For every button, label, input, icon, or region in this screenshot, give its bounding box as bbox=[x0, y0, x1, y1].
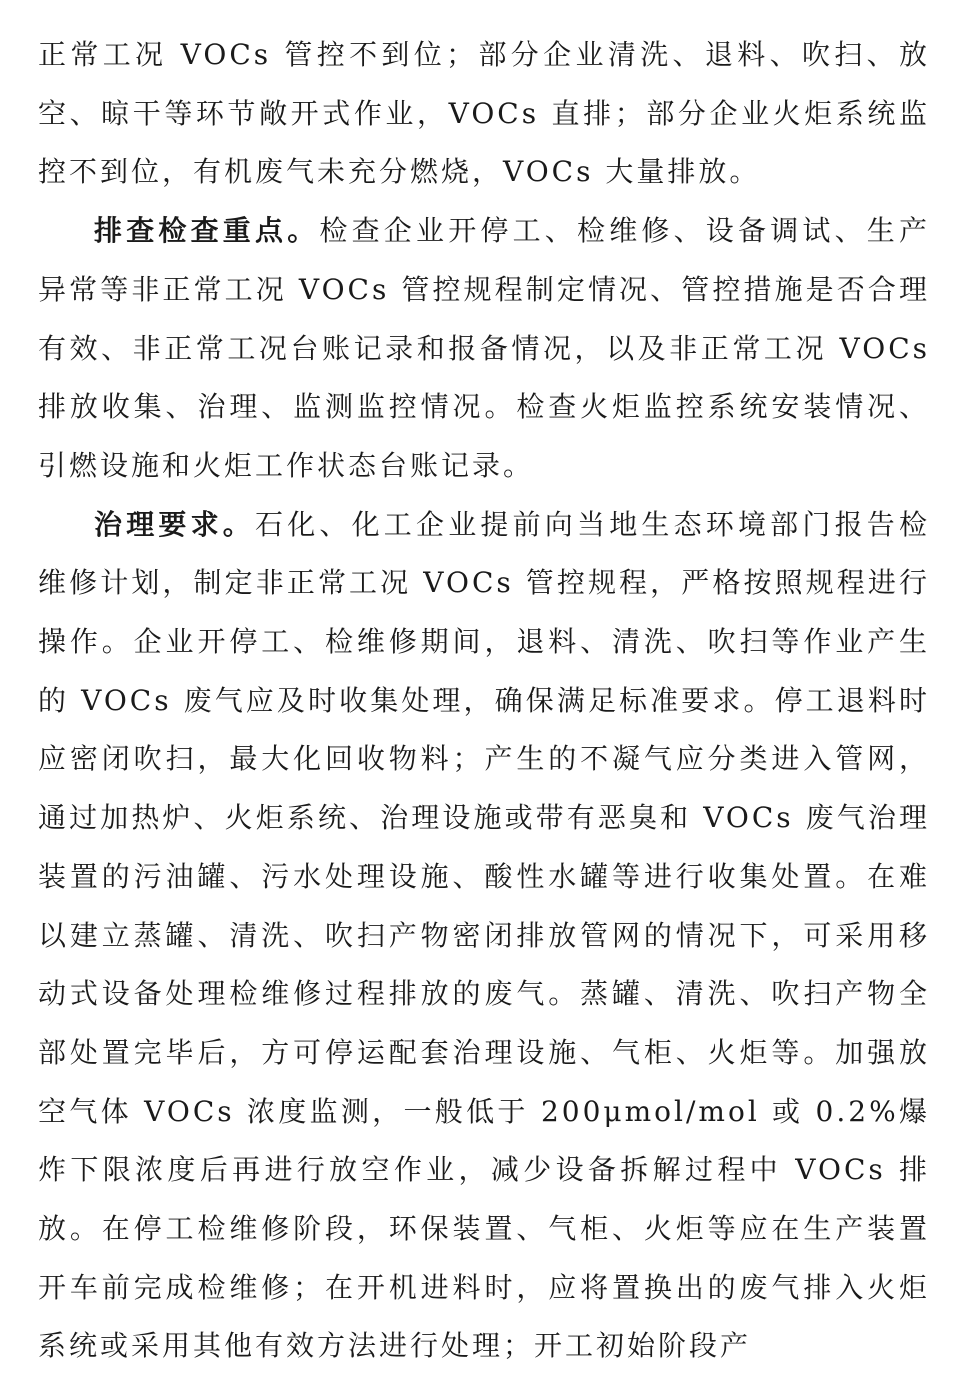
document-page bbox=[38, 26, 930, 1376]
paragraph-body: 石化、化工企业提前向当地生态环境部门报告检维修计划，制定非正常工况 VOCs 管控规程，严格按照规程进行操作。企业开停工、检维修期间，退料、清洗、吹扫等作业产生的 VOCs 废气应及时收集处理，确保满足标准要求。停工退料时应密闭吹扫，最大化回收物料；产生的不凝气应分类进入管网，通过加热炉、火炬系统、治理设施或带有恶臭和 VOCs 废气治理装置的污油罐、污水处理设施、酸性水罐等进行收集处置。在难以建立蒸罐、清洗、吹扫产物密闭排放管网的情况下，可采用移动式设备处理检维修过程排放的废气。蒸罐、清洗、吹扫产物全部处置完毕后，方可停运配套治理设施、气柜、火炬等。加强放空气体 VOCs 浓度监测，一般低于 200μmol/mol 或 0.2%爆炸下限浓度后再进行放空作业，减少设备拆解过程中 VOCs 排放。在停工检维修阶段，环保装置、气柜、火炬等应在生产装置开车前完成检维修；在开机进料时，应将置换出的废气排入火炬系统或采用其他有效方法进行处理；开工初始阶段产 bbox=[38, 507, 930, 1363]
paragraph-heading: 排查检查重点。 bbox=[94, 214, 320, 248]
paragraph-body: 检查企业开停工、检维修、设备调试、生产异常等非正常工况 VOCs 管控规程制定情况、管控措施是否合理有效、非正常工况台账记录和报备情况，以及非正常工况 VOCs 排放收集、治理、监测监控情况。检查火炬监控系统安装情况、引燃设施和火炬工作状态台账记录。 bbox=[38, 214, 930, 482]
paragraph-body: 正常工况 VOCs 管控不到位；部分企业清洗、退料、吹扫、放空、晾干等环节敞开式作业，VOCs 直排；部分企业火炬系统监控不到位，有机废气未充分燃烧，VOCs 大量排放。 bbox=[38, 38, 930, 189]
paragraph-treatment-requirements bbox=[38, 496, 930, 1376]
paragraph-continuation bbox=[38, 26, 930, 202]
paragraph-heading: 治理要求。 bbox=[94, 507, 255, 541]
paragraph-inspection-focus bbox=[38, 202, 930, 496]
